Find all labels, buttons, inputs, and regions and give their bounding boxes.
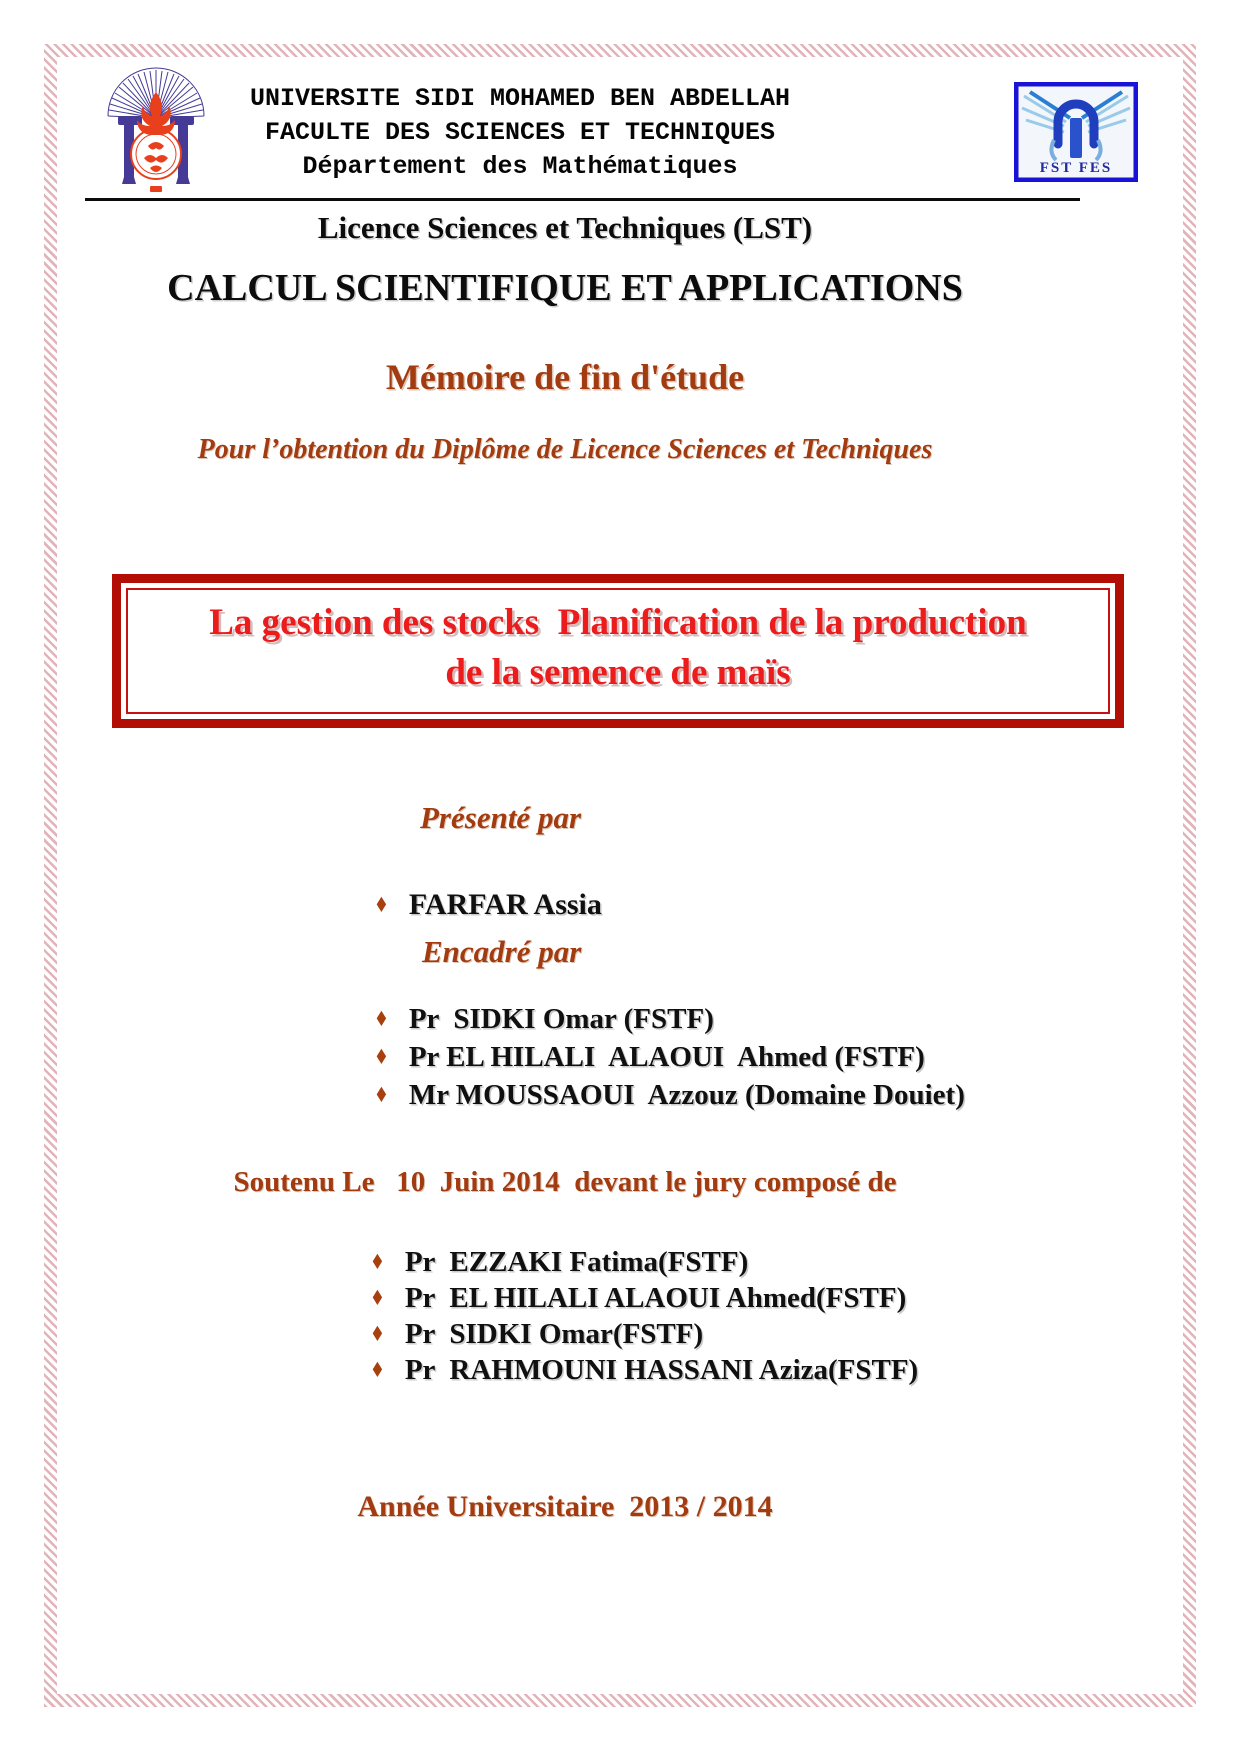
supervisor-item [372,1076,965,1114]
supervisor-name: Pr EL HILALI ALAOUI Ahmed (FSTF) [408,1040,925,1073]
supervisor-item [372,1000,965,1038]
thesis-title-line2: de la semence de maïs [445,652,791,693]
defense-line: Soutenu Le 10 Juin 2014 devant le jury composé de [233,1166,897,1198]
diamond-bullet-icon: ♦ [373,1044,389,1069]
jury-item [368,1352,918,1388]
jury-member-name: Pr EL HILALI ALAOUI Ahmed(FSTF) [404,1281,907,1314]
header-divider-line [85,198,1080,201]
supervisor-name: Pr SIDKI Omar (FSTF) [408,1002,714,1035]
document-type: Mémoire de fin d'étude [385,357,745,397]
jury-list [368,1244,918,1388]
presented-by-label: Présenté par [420,800,582,835]
diamond-bullet-icon: ♦ [369,1357,385,1382]
jury-member-name: Pr RAHMOUNI HASSANI Aziza(FSTF) [404,1353,919,1386]
diamond-bullet-icon: ♦ [369,1249,385,1274]
field-title: CALCUL SCIENTIFIQUE ET APPLICATIONS [167,267,963,309]
supervisor-item [372,1038,965,1076]
authors-list [372,886,602,924]
author-name: FARFAR Assia [408,888,602,921]
university-emblem-icon [106,66,206,202]
diamond-bullet-icon: ♦ [369,1321,385,1346]
jury-member-name: Pr SIDKI Omar(FSTF) [404,1317,704,1350]
jury-item [368,1280,918,1316]
supervisor-name: Mr MOUSSAOUI Azzouz (Domaine Douiet) [408,1078,965,1111]
diamond-bullet-icon: ♦ [373,1082,389,1107]
diamond-bullet-icon: ♦ [369,1285,385,1310]
header-text-block [225,82,815,184]
jury-member-name: Pr EZZAKI Fatima(FSTF) [404,1245,749,1278]
supervisors-list [372,1000,965,1114]
author-item [372,886,602,924]
faculty-name: FACULTE DES SCIENCES ET TECHNIQUES [264,118,776,147]
thesis-title-box-inner [126,588,1110,714]
fst-logo-caption: FST FES [1039,160,1113,176]
diamond-bullet-icon: ♦ [373,892,389,917]
university-name: UNIVERSITE SIDI MOHAMED BEN ABDELLAH [249,84,791,113]
supervised-by-label: Encadré par [422,934,582,969]
program-title: Licence Sciences et Techniques (LST) [317,210,813,245]
department-name: Département des Mathématiques [302,152,738,181]
jury-item [368,1316,918,1352]
fst-fes-logo-icon [1014,82,1138,182]
academic-year: Année Universitaire 2013 / 2014 [357,1490,773,1523]
thesis-title-box [112,574,1124,728]
diamond-bullet-icon: ♦ [373,1006,389,1031]
purpose-line: Pour l’obtention du Diplôme de Licence Sciences et Techniques [197,434,933,465]
jury-item [368,1244,918,1280]
thesis-title-line1: La gestion des stocks Planification de la production [209,602,1027,643]
